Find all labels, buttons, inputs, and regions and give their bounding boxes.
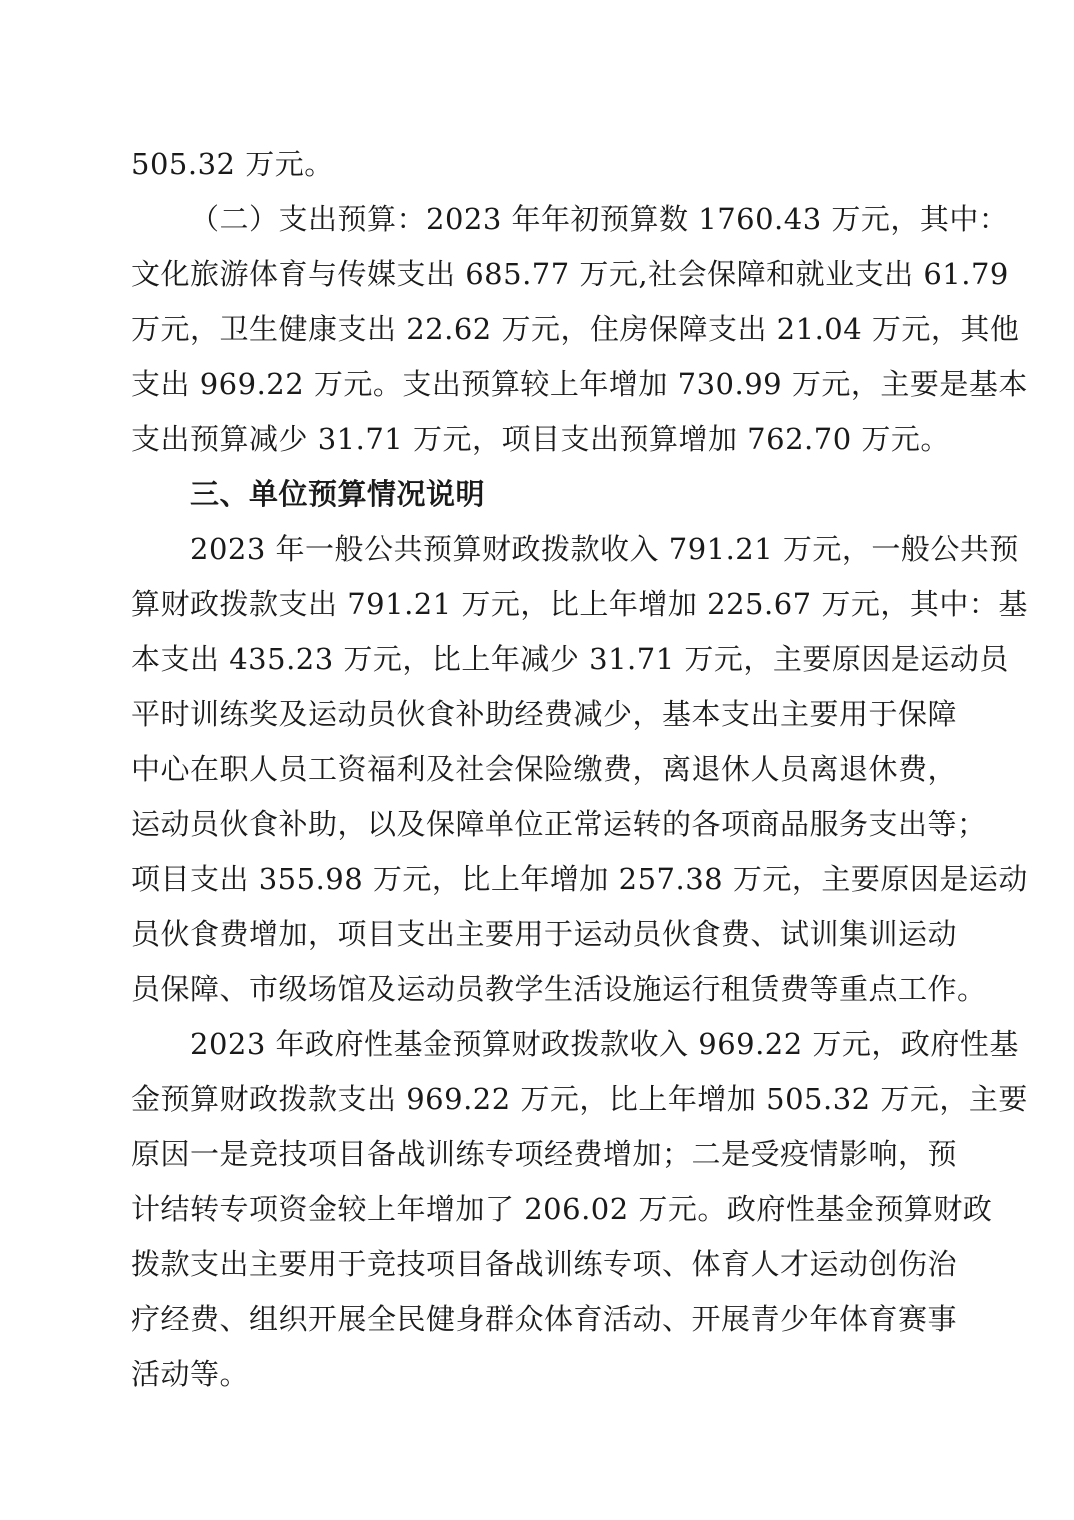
text-line: 活动等。 xyxy=(131,1357,250,1391)
text-line: 本支出 435.23 万元，比上年减少 31.71 万元，主要原因是运动员 xyxy=(131,642,1009,676)
text-line: 拨款支出主要用于竞技项目备战训练专项、体育人才运动创伤治 xyxy=(131,1247,958,1281)
text-line: 计结转专项资金较上年增加了 206.02 万元。政府性基金预算财政 xyxy=(131,1192,993,1226)
section-heading: 三、单位预算情况说明 xyxy=(190,477,486,511)
text-line: 项目支出 355.98 万元，比上年增加 257.38 万元，主要原因是运动 xyxy=(131,862,1028,896)
text-line: 支出 969.22 万元。支出预算较上年增加 730.99 万元，主要是基本 xyxy=(131,367,1028,401)
text-line: 文化旅游体育与传媒支出 685.77 万元,社会保障和就业支出 61.79 xyxy=(131,257,1009,291)
text-line: 疗经费、组织开展全民健身群众体育活动、开展青少年体育赛事 xyxy=(131,1302,958,1336)
text-line: 支出预算减少 31.71 万元，项目支出预算增加 762.70 万元。 xyxy=(131,422,950,456)
text-line: 原因一是竞技项目备战训练专项经费增加；二是受疫情影响，预 xyxy=(131,1137,958,1171)
text-line: 员保障、市级场馆及运动员教学生活设施运行租赁费等重点工作。 xyxy=(131,972,987,1006)
text-line: 金预算财政拨款支出 969.22 万元，比上年增加 505.32 万元，主要 xyxy=(131,1082,1028,1116)
text-line: 员伙食费增加，项目支出主要用于运动员伙食费、试训集训运动 xyxy=(131,917,958,951)
continuation-line: 505.32 万元。 xyxy=(131,147,334,181)
text-line: 中心在职人员工资福利及社会保险缴费，离退休人员离退休费， xyxy=(131,752,958,786)
text-line: 算财政拨款支出 791.21 万元，比上年增加 225.67 万元，其中：基 xyxy=(131,587,1028,621)
text-line: 2023 年一般公共预算财政拨款收入 791.21 万元，一般公共预 xyxy=(190,532,1019,566)
text-line: （二）支出预算：2023 年年初预算数 1760.43 万元，其中： xyxy=(190,202,1009,236)
text-line: 运动员伙食补助，以及保障单位正常运转的各项商品服务支出等； xyxy=(131,807,987,841)
text-line: 2023 年政府性基金预算财政拨款收入 969.22 万元，政府性基 xyxy=(190,1027,1019,1061)
text-line: 平时训练奖及运动员伙食补助经费减少，基本支出主要用于保障 xyxy=(131,697,958,731)
text-line: 万元，卫生健康支出 22.62 万元，住房保障支出 21.04 万元，其他 xyxy=(131,312,1020,346)
